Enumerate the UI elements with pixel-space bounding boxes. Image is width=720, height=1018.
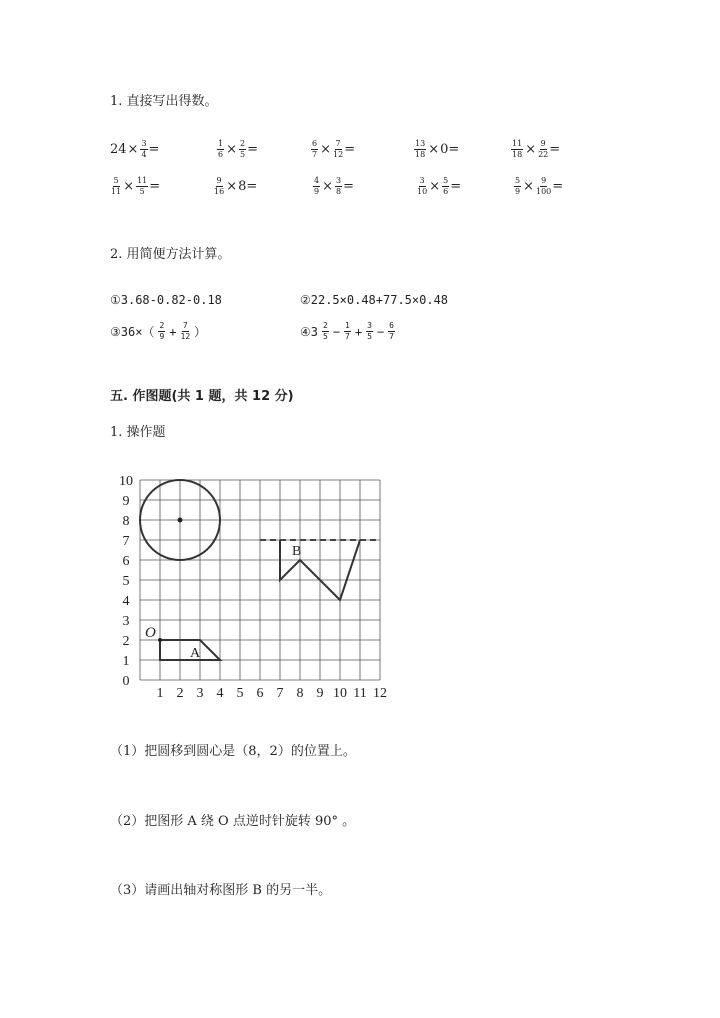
task-1: （1）把圆移到圆心是（8，2）的位置上。 bbox=[110, 744, 356, 759]
circle-center-dot bbox=[178, 518, 183, 523]
fraction: $\frac{3}{8}$ bbox=[336, 176, 342, 196]
fraction: $\frac{7}{12}$ bbox=[333, 139, 344, 159]
y-tick-label: 4 bbox=[122, 594, 130, 609]
x-tick-label: 2 bbox=[176, 686, 184, 701]
expr-r1-2: $\frac{1}{6}$ × $\frac{2}{5}$ = bbox=[218, 139, 258, 159]
fraction: $\frac{2}{5}$ bbox=[240, 139, 246, 159]
y-tick-label: 3 bbox=[122, 614, 130, 629]
calc-4: ④3 $\frac{2}{5}$ − $\frac{1}{7}$ + $\frac{3}{5}$ − $\frac{6}{7}$ bbox=[300, 321, 394, 341]
fraction: $\frac{6}{7}$ bbox=[312, 139, 318, 159]
section1-title: 1. 直接写出得数。 bbox=[110, 94, 218, 109]
x-tick-label: 10 bbox=[333, 686, 347, 701]
y-tick-label: 6 bbox=[122, 554, 130, 569]
x-tick-label: 11 bbox=[353, 686, 367, 701]
x-tick-label: 3 bbox=[196, 686, 204, 701]
grid-lines bbox=[140, 480, 380, 680]
fraction: $\frac{5}{11}$ bbox=[111, 176, 122, 196]
y-tick-label: 7 bbox=[122, 534, 130, 549]
expr-r2-2: $\frac{9}{16}$ × 8 = bbox=[214, 176, 258, 196]
calc-2: ②22.5×0.48+77.5×0.48 bbox=[300, 293, 449, 307]
fraction: $\frac{3}{4}$ bbox=[141, 139, 147, 159]
coordinate-grid bbox=[100, 465, 400, 705]
y-tick-label: 0 bbox=[122, 674, 130, 689]
fraction: $\frac{9}{22}$ bbox=[538, 139, 549, 159]
task-2: （2）把图形 A 绕 O 点逆时针旋转 90° 。 bbox=[110, 814, 356, 829]
y-tick-label: 1 bbox=[122, 654, 130, 669]
expr-r1-1: 24 × $\frac{3}{4}$ = bbox=[110, 139, 160, 159]
fraction: $\frac{11}{18}$ bbox=[512, 139, 523, 159]
label-a: A bbox=[190, 646, 201, 661]
x-tick-label: 7 bbox=[276, 686, 284, 701]
fraction: $\frac{3}{10}$ bbox=[417, 176, 428, 196]
y-tick-label: 10 bbox=[119, 474, 133, 489]
point-o-dot bbox=[158, 638, 162, 642]
fraction: $\frac{2}{9}$ bbox=[159, 321, 165, 341]
fraction: $\frac{11}{5}$ bbox=[137, 176, 148, 196]
fraction: $\frac{5}{6}$ bbox=[443, 176, 449, 196]
tick-labels bbox=[119, 474, 387, 701]
expr-r2-1: $\frac{5}{11}$ × $\frac{11}{5}$ = bbox=[111, 176, 161, 196]
x-tick-label: 8 bbox=[296, 686, 304, 701]
expr-r2-5: $\frac{5}{9}$ × $\frac{9}{100}$ = bbox=[515, 176, 564, 196]
task-3: （3）请画出轴对称图形 B 的另一半。 bbox=[110, 883, 332, 898]
y-tick-label: 8 bbox=[122, 514, 130, 529]
x-tick-label: 6 bbox=[256, 686, 264, 701]
section5-title: 五. 作图题(共 1 题，共 12 分) bbox=[110, 389, 294, 404]
fraction: $\frac{5}{9}$ bbox=[515, 176, 521, 196]
expr-r1-5: $\frac{11}{18}$ × $\frac{9}{22}$ = bbox=[512, 139, 561, 159]
fraction: $\frac{4}{9}$ bbox=[314, 176, 320, 196]
calc-3: ③36×（ $\frac{2}{9}$ + $\frac{7}{12}$ ） bbox=[110, 321, 207, 341]
q1-title: 1. 操作题 bbox=[110, 425, 166, 440]
expr-r2-4: $\frac{3}{10}$ × $\frac{5}{6}$ = bbox=[417, 176, 462, 196]
fraction: $\frac{7}{12}$ bbox=[180, 321, 191, 341]
expr-r2-3: $\frac{4}{9}$ × $\frac{3}{8}$ = bbox=[314, 176, 354, 196]
x-tick-label: 12 bbox=[373, 686, 387, 701]
fraction: $\frac{9}{100}$ bbox=[536, 176, 552, 196]
fraction: $\frac{6}{7}$ bbox=[389, 321, 394, 341]
y-tick-label: 2 bbox=[122, 634, 130, 649]
x-tick-label: 1 bbox=[156, 686, 164, 701]
x-tick-label: 4 bbox=[216, 686, 224, 701]
label-o: O bbox=[145, 625, 156, 641]
expr-r1-3: $\frac{6}{7}$ × $\frac{7}{12}$ = bbox=[312, 139, 356, 159]
fraction: $\frac{13}{18}$ bbox=[415, 139, 426, 159]
y-tick-label: 5 bbox=[122, 574, 130, 589]
fraction: $\frac{1}{7}$ bbox=[345, 321, 350, 341]
x-tick-label: 5 bbox=[236, 686, 244, 701]
fraction: $\frac{1}{6}$ bbox=[218, 139, 224, 159]
label-b: B bbox=[292, 544, 302, 559]
section2-title: 2. 用简便方法计算。 bbox=[110, 247, 231, 262]
calc-1: ①3.68-0.82-0.18 bbox=[110, 293, 222, 307]
expr-r1-4: $\frac{13}{18}$ × 0 = bbox=[415, 139, 460, 159]
fraction: $\frac{9}{16}$ bbox=[214, 176, 225, 196]
x-tick-label: 9 bbox=[316, 686, 324, 701]
fraction: $\frac{2}{5}$ bbox=[322, 321, 328, 341]
y-tick-label: 9 bbox=[122, 494, 130, 509]
fraction: $\frac{3}{5}$ bbox=[367, 321, 372, 341]
